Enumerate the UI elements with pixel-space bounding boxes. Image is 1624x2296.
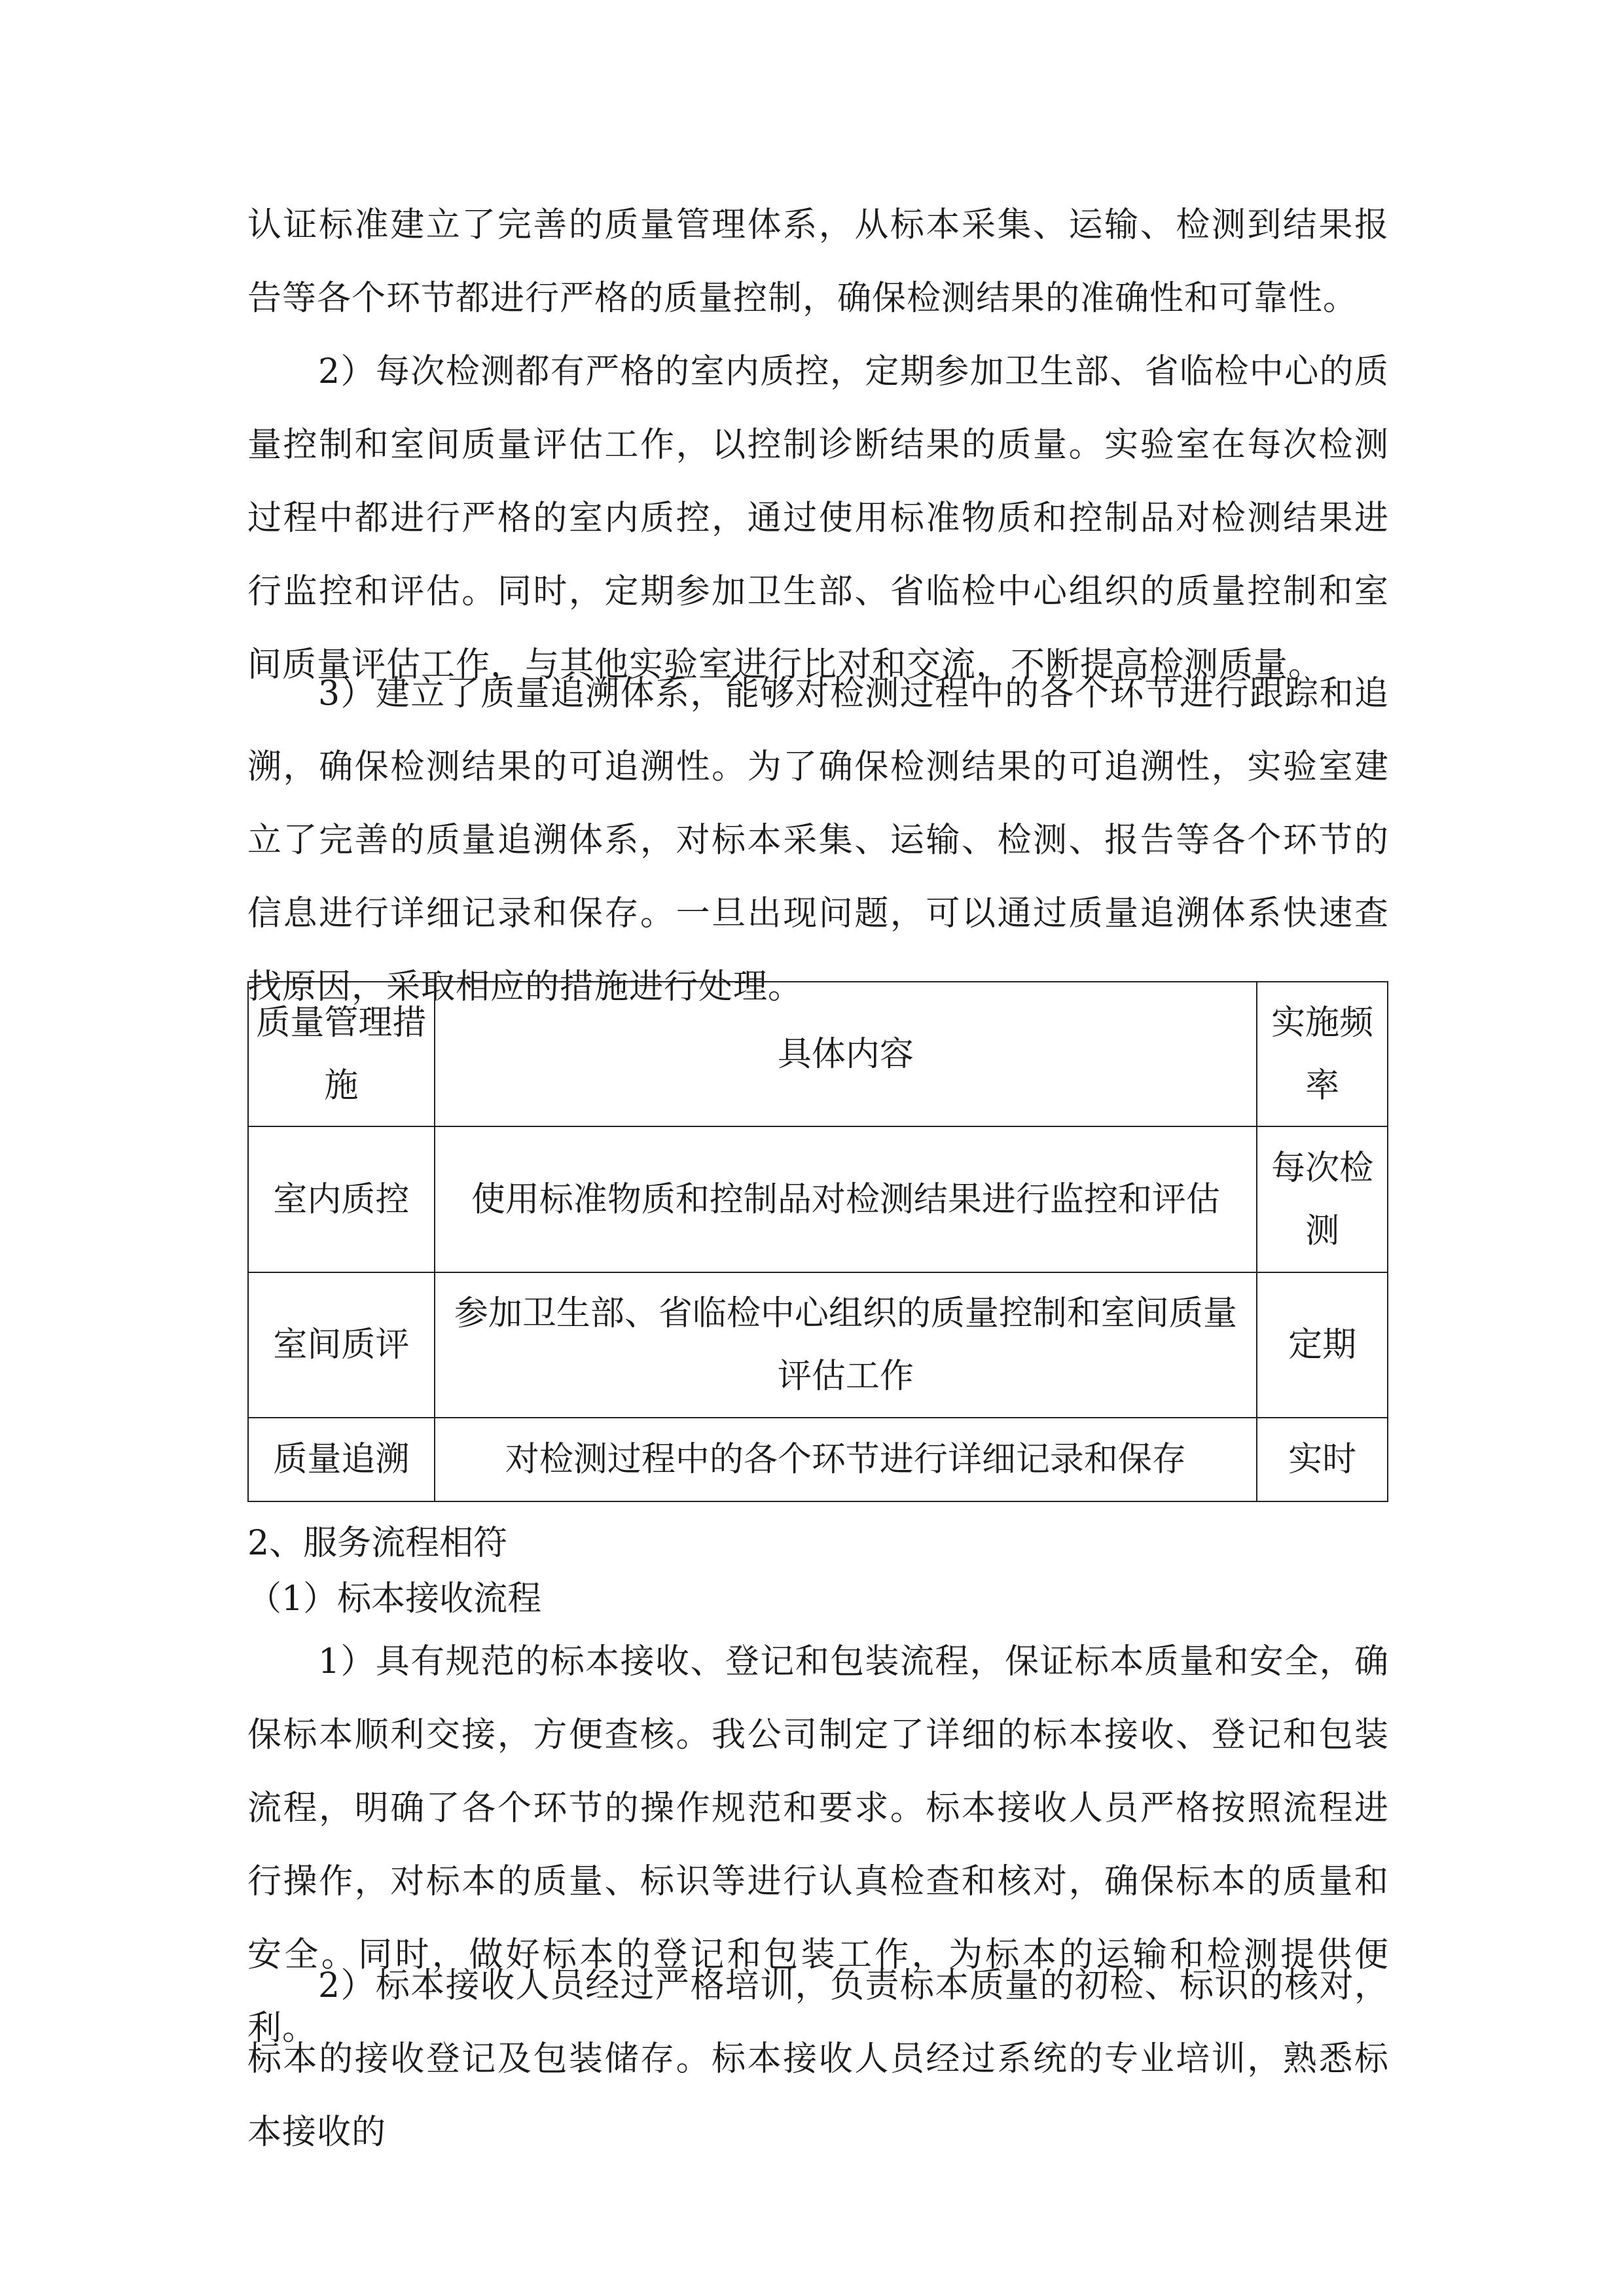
paragraph-receipt-staff: 2）标本接收人员经过严格培训，负责标本质量的初检、标识的核对，标本的接收登记及包装储存。标本接收人员经过系统的专业培训，熟悉标本接收的 [247,1966,1389,2152]
section-heading-service-process: 2、服务流程相符 [247,1524,508,1563]
cell-measure: 室内质控 [248,1126,435,1272]
paragraph-indoor-qc: 2）每次检测都有严格的室内质控，定期参加卫生部、省临检中心的质量控制和室间质量评估工作，以控制诊断结果的质量。实验室在每次检测过程中都进行严格的室内质控，通过使用标准物质和控制品对检测结果进行监控和评估。同时，定期参加卫生部、省临检中心组织的质量控制和室间质量评估工作，与其他实验室进行比对和交流，不断提高检测质量。 [247,352,1389,685]
table-header-row [248,982,1388,1126]
header-content: 具体内容 [435,982,1257,1126]
cell-frequency: 实时 [1257,1418,1388,1501]
cell-content: 参加卫生部、省临检中心组织的质量控制和室间质量评估工作 [435,1272,1257,1418]
cell-frequency: 定期 [1257,1272,1388,1418]
paragraph-quality-system: 认证标准建立了完善的质量管理体系，从标本采集、运输、检测到结果报告等各个环节都进行严格的质量控制，确保检测结果的准确性和可靠性。 [247,206,1389,318]
header-frequency: 实施频率 [1257,982,1388,1126]
cell-content: 对检测过程中的各个环节进行详细记录和保存 [435,1418,1257,1501]
table-row [248,1126,1388,1272]
paragraph-traceability: 3）建立了质量追溯体系，能够对检测过程中的各个环节进行跟踪和追溯，确保检测结果的可追溯性。为了确保检测结果的可追溯性，实验室建立了完善的质量追溯体系，对标本采集、运输、检测、报告等各个环节的信息进行详细记录和保存。一旦出现问题，可以通过质量追溯体系快速查找原因，采取相应的措施进行处理。 [247,674,1389,1007]
cell-measure: 质量追溯 [248,1418,435,1501]
subsection-heading-specimen-receipt: （1）标本接收流程 [247,1579,542,1619]
cell-content: 使用标准物质和控制品对检测结果进行监控和评估 [435,1126,1257,1272]
table-row [248,1272,1388,1418]
quality-measures-table [247,981,1388,1502]
header-measure: 质量管理措施 [248,982,435,1126]
cell-frequency: 每次检测 [1257,1126,1388,1272]
table-row [248,1418,1388,1501]
cell-measure: 室间质评 [248,1272,435,1418]
paragraph-receipt-process: 1）具有规范的标本接收、登记和包装流程，保证标本质量和安全，确保标本顺利交接，方便查核。我公司制定了详细的标本接收、登记和包装流程，明确了各个环节的操作规范和要求。标本接收人员严格按照流程进行操作，对标本的质量、标识等进行认真检查和核对，确保标本的质量和安全。同时，做好标本的登记和包装工作，为标本的运输和检测提供便利。 [247,1642,1389,2048]
